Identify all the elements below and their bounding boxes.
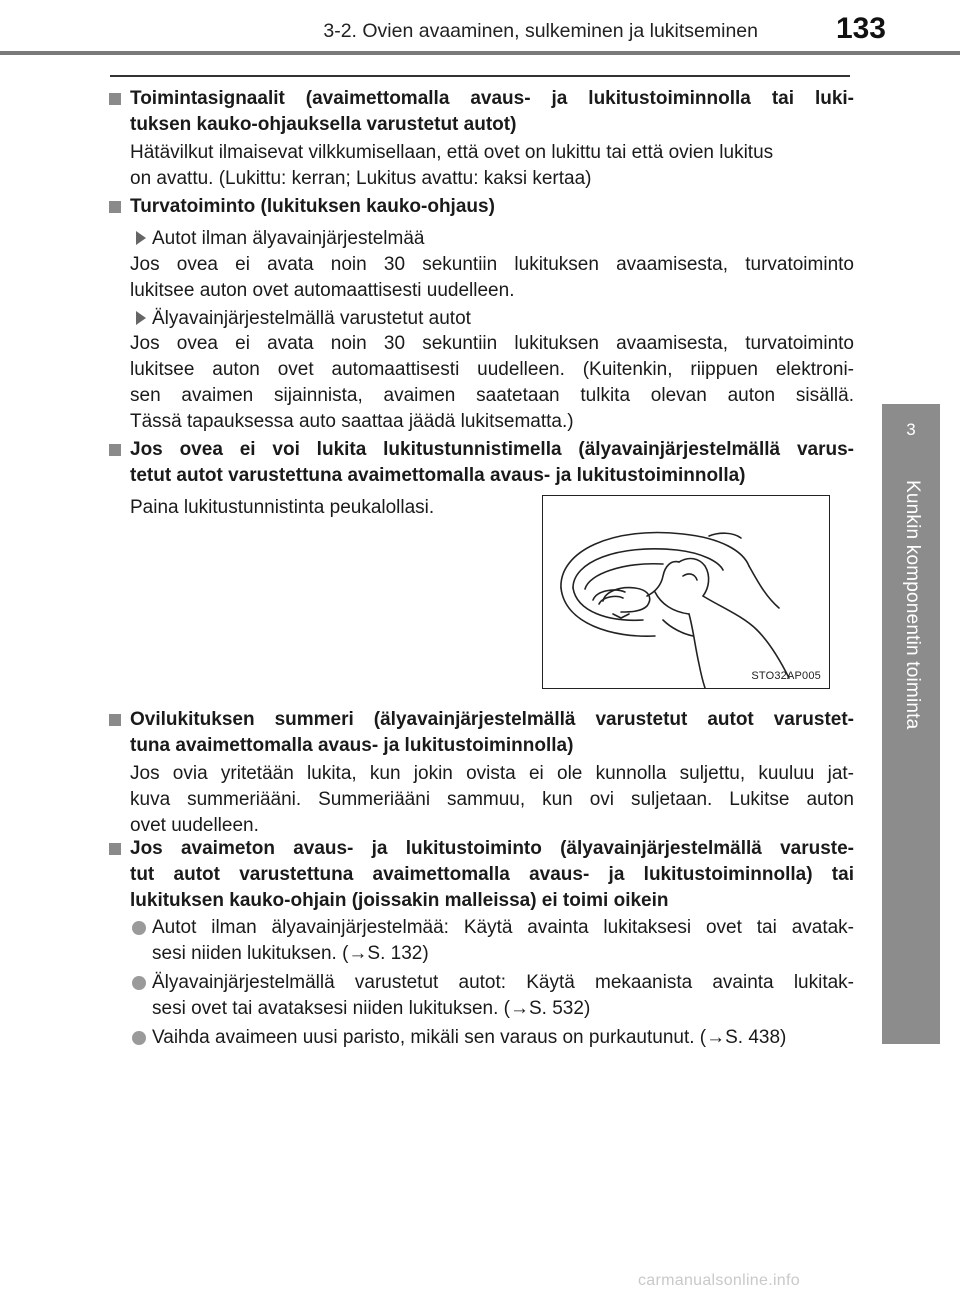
text-line: on avattu. (Lukittu: kerran; Lukitus avattu: kaksi kertaa) (130, 168, 592, 189)
figure-code: STO32AP005 (751, 670, 821, 682)
text-line: ovet uudelleen. (130, 815, 259, 836)
square-bullet-icon (109, 93, 121, 105)
paragraph-lock-sensor: Paina lukitustunnistinta peukalollasi. (130, 497, 435, 518)
round-bullet-icon (132, 1031, 146, 1045)
list-item (130, 1025, 854, 1051)
text-line: Älyavainjärjestelmällä varustetut autot: Käytä mekaanista avainta lukitak- (152, 972, 854, 993)
section-heading-lock-sensor (108, 437, 854, 489)
heading-line: tetut autot varustettuna avaimettomalla avaus- ja lukitustoiminnolla) (130, 465, 746, 486)
heading-line: tuna avaimettomalla avaus- ja lukitustoiminnolla) (130, 735, 574, 756)
paragraph-operation-signals (130, 140, 854, 192)
heading-line: Ovilukituksen summeri (älyavainjärjestelmällä varustetut autot varustet- (130, 709, 854, 730)
heading-line: tut autot varustettuna avaimettomalla avaus- ja lukitustoiminnolla) tai (130, 864, 854, 885)
thumb-on-sensor-icon (543, 496, 829, 688)
heading-line: Toimintasignaalit (avaimettomalla avaus- ja lukitustoiminnolla tai luki- (130, 88, 854, 109)
text-line: Jos ovea ei avata noin 30 sekuntiin lukituksen avaamisesta, turvatoiminto (130, 254, 854, 275)
heading-line: lukituksen kauko-ohjain (joissakin malleissa) ei toimi oikein (130, 890, 669, 911)
triangle-arrow-icon (136, 231, 146, 245)
paragraph-with-smart-key (130, 331, 854, 435)
text-line: sesi niiden lukituksen. (→S. 132) (152, 943, 429, 964)
section-heading-door-lock-buzzer (108, 707, 854, 759)
text-line: Jos ovea ei avata noin 30 sekuntiin lukituksen avaamisesta, turvatoiminto (130, 333, 854, 354)
square-bullet-icon (109, 843, 121, 855)
page-number: 133 (835, 12, 886, 45)
text-line: Tässä tapauksessa auto saattaa jäädä lukitsematta.) (130, 411, 574, 432)
list-item (130, 915, 854, 967)
section-heading-operation-signals (108, 86, 854, 138)
heading-line: tuksen kauko-ohjauksella varustetut autot) (130, 114, 517, 135)
text-line: Jos ovia yritetään lukita, kun jokin ovista ei ole kunnolla suljettu, kuuluu jat- (130, 763, 854, 784)
text-line: sesi ovet tai avataksesi niiden lukituksen. (→S. 532) (152, 998, 591, 1019)
heading-line: Jos ovea ei voi lukita lukitustunnistimella (älyavainjärjestelmällä varus- (130, 439, 854, 460)
paragraph-without-smart-key (130, 252, 854, 304)
square-bullet-icon (109, 714, 121, 726)
round-bullet-icon (132, 921, 146, 935)
chapter-label-wrap (882, 480, 940, 960)
door-handle-illustration (542, 495, 830, 689)
text-line: Autot ilman älyavainjärjestelmää: Käytä avainta lukitaksesi ovet tai avatak- (152, 917, 854, 938)
subheading-without-smart-key (136, 226, 424, 252)
header-rule (0, 51, 960, 55)
heading-line: Jos avaimeton avaus- ja lukitustoiminto (älyavainjärjestelmällä varuste- (130, 838, 854, 859)
section-heading-malfunction (108, 836, 854, 914)
chapter-label: Kunkin komponentin toiminta (902, 480, 923, 730)
square-bullet-icon (109, 444, 121, 456)
square-bullet-icon (109, 201, 121, 213)
heading-line: Turvatoiminto (lukituksen kauko-ohjaus) (130, 196, 495, 217)
text-line: lukitsee auton ovet automaattisesti uudelleen. (130, 280, 515, 301)
text-line: Vaihda avaimeen uusi paristo, mikäli sen varaus on purkautunut. (→S. 438) (152, 1027, 787, 1048)
text-line: lukitsee auton ovet automaattisesti uudelleen. (Kuitenkin, riippuen elektroni- (130, 359, 854, 380)
chapter-number: 3 (906, 420, 916, 439)
section-rule (110, 75, 850, 77)
text-line: sen avaimen sijainnista, avaimen saatetaan tulkita olevan auton sisällä. (130, 385, 854, 406)
subheading-label: Älyavainjärjestelmällä varustetut autot (152, 308, 471, 329)
round-bullet-icon (132, 976, 146, 990)
running-header: 3-2. Ovien avaaminen, sulkeminen ja lukitseminen (323, 20, 758, 42)
section-heading-security-function (108, 194, 854, 220)
triangle-arrow-icon (136, 311, 146, 325)
text-line: Hätävilkut ilmaisevat vilkkumisellaan, että ovet on lukittu tai että ovien lukitus (130, 142, 774, 163)
text-line: kuva summeriääni. Summeriääni sammuu, kun ovi suljetaan. Lukitse auton (130, 789, 854, 810)
subheading-label: Autot ilman älyavainjärjestelmää (152, 228, 425, 249)
list-item (130, 970, 854, 1022)
subheading-with-smart-key (136, 306, 471, 332)
paragraph-door-lock-buzzer (130, 761, 854, 839)
watermark: carmanualsonline.info (638, 1272, 800, 1289)
